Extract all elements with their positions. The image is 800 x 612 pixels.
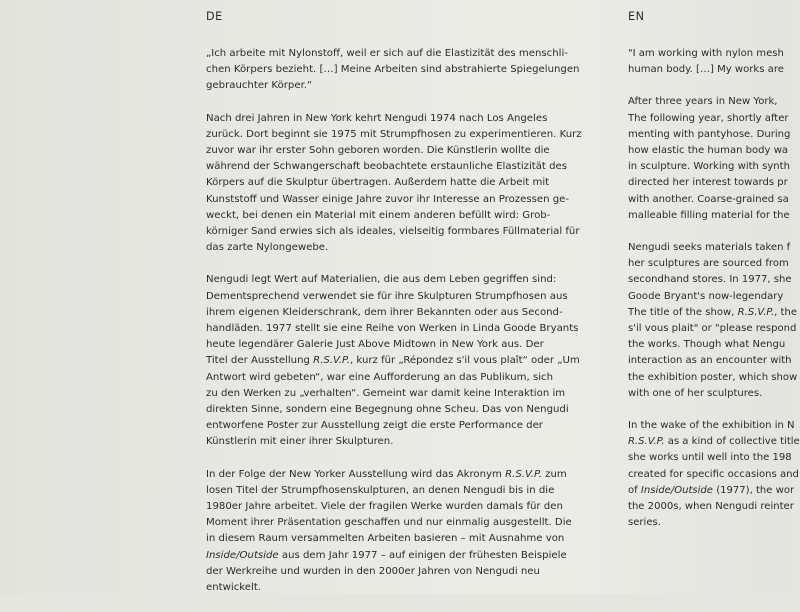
artwork-title: Inside/Outside	[206, 549, 279, 561]
text-line: direkten Sinne, sondern eine Begegnung ohne Scheu. Das von Nengudi	[206, 404, 569, 416]
text-line: „Ich arbeite mit Nylonstoff, weil er sich auf die Elastizität des menschli-	[206, 48, 568, 59]
text-line: körniger Sand erwies sich als ideales, vielseitig formbares Füllmaterial für	[206, 226, 580, 238]
text-line: handläden. 1977 stellt sie eine Reihe von Werken in Linda Goode Bryants	[206, 323, 579, 335]
text-span: aus dem Jahr 1977 – auf einigen der frühesten Beispiele	[278, 549, 567, 561]
text-line: created for specific occasions and	[628, 468, 799, 480]
english-heading: EN	[628, 10, 645, 23]
text-line: 1980er Jahre arbeitet. Viele der fragilen Werke wurden damals für den	[206, 501, 563, 513]
text-line: the 2000s, when Nengudi reinter	[628, 501, 794, 513]
text-span: , the	[774, 306, 798, 318]
text-line: s'il vous plait" or "please respond	[628, 323, 797, 335]
text-line: In the wake of the exhibition in N	[628, 420, 795, 432]
text-line: how elastic the human body wa	[628, 145, 789, 157]
text-line: Dementsprechend verwendet sie für ihre Skulpturen Strumpfhosen aus	[206, 290, 568, 302]
text-line: series.	[628, 517, 661, 529]
text-line: Nengudi seeks materials taken f	[628, 242, 791, 254]
german-quote	[206, 46, 600, 95]
text-line: in sculpture. Working with synth	[628, 161, 790, 173]
text-line: she works until well into the 198	[628, 452, 792, 464]
text-line	[628, 434, 800, 450]
text-line: secondhand stores. In 1977, she	[628, 274, 792, 286]
text-line: der Werkreihe und wurden in den 2000er Jahren von Nengudi neu	[206, 565, 540, 577]
text-span: zum	[541, 468, 567, 480]
text-line: entwickelt.	[206, 582, 262, 594]
text-line	[206, 548, 600, 564]
text-span: (1977), the wor	[713, 484, 795, 496]
text-line: human body. […] My works are	[628, 64, 784, 76]
text-span: The title of the show,	[628, 306, 738, 318]
exhibition-title: R.S.V.P.	[505, 468, 542, 480]
exhibition-title: R.S.V.P.	[313, 355, 350, 367]
artwork-title: Inside/Outside	[640, 484, 713, 496]
text-span: as a kind of collective title	[664, 436, 800, 448]
text-line: zuvor war ihr erster Sohn geboren worden. Die Künstlerin wollte die	[206, 145, 550, 157]
text-line: malleable filling material for the	[628, 209, 790, 221]
text-line: in diesem Raum versammelten Arbeiten basieren – mit Ausnahme von	[206, 533, 565, 545]
text-line: gebrauchter Körper.“	[206, 80, 313, 92]
text-line: interaction as an encounter with	[628, 355, 792, 367]
text-line: Nengudi legt Wert auf Materialien, die aus dem Leben gegriffen sind:	[206, 274, 557, 286]
text-line: Antwort wird gebeten“, war eine Aufforderung an das Publikum, sich	[206, 371, 554, 383]
text-line: the exhibition poster, which show	[628, 371, 798, 383]
text-line: zurück. Dort beginnt sie 1975 mit Strumpfhosen zu experimentieren. Kurz	[206, 128, 582, 140]
german-text-column	[206, 9, 600, 612]
text-line: zu den Werken zu „verhalten“. Gemeint war damit keine Interaktion im	[206, 387, 566, 399]
text-line: menting with pantyhose. During	[628, 128, 791, 140]
text-line: "I am working with nylon mesh	[628, 48, 784, 59]
text-line	[628, 305, 798, 321]
text-line: the works. Though what Nengu	[628, 339, 786, 351]
text-span: In der Folge der New Yorker Ausstellung wird das Akronym	[206, 468, 506, 480]
text-line: während der Schwangerschaft beobachtete erstaunliche Elastizität des	[206, 161, 568, 173]
english-quote	[628, 46, 793, 78]
german-heading: DE	[206, 10, 223, 23]
text-span: of	[628, 484, 641, 496]
text-line	[628, 483, 793, 499]
text-span: Titel der Ausstellung	[206, 355, 314, 367]
exhibition-title: R.S.V.P.	[737, 306, 775, 318]
text-line: The following year, shortly after	[628, 112, 789, 124]
text-line: ihrem eigenen Kleiderschrank, dem ihrer Bekannten oder aus Second-	[206, 306, 563, 318]
text-line: entworfene Poster zur Ausstellung zeigt die erste Performance der	[206, 420, 543, 432]
text-line: Goode Bryant's now-legendary	[628, 290, 784, 302]
text-line: Nach drei Jahren in New York kehrt Nengudi 1974 nach Los Angeles	[206, 112, 548, 124]
text-line: directed her interest towards pr	[628, 177, 788, 189]
english-text-column	[628, 9, 800, 547]
text-line: Kunststoff und Wasser einige Jahre zuvor ihr Interesse an Prozessen ge-	[206, 193, 570, 205]
text-line: losen Titel der Strumpfhosenskulpturen, an denen Nengudi bis in die	[206, 484, 555, 496]
german-paragraph-1	[206, 111, 600, 257]
text-line: Moment ihrer Präsentation geschaffen und nur einmalig ausgestellt. Die	[206, 517, 572, 529]
german-paragraph-3	[206, 467, 600, 597]
text-line: her sculptures are sourced from	[628, 258, 789, 270]
english-paragraph-3	[628, 418, 800, 531]
text-line	[206, 353, 600, 369]
text-line: After three years in New York,	[628, 96, 778, 108]
text-line: heute legendärer Galerie Just Above Midtown in New York aus. Der	[206, 339, 544, 351]
text-line: chen Körpers bezieht. […] Meine Arbeiten sind abstrahierte Spiegelungen	[206, 64, 580, 76]
text-line: Künstlerin mit einer ihrer Skulpturen.	[206, 436, 394, 448]
english-paragraph-1	[628, 94, 793, 224]
text-span: , kurz für „Répondez s'il vous plaît“ oder „Um	[349, 355, 580, 367]
text-line: das zarte Nylongewebe.	[206, 242, 329, 254]
exhibition-title: R.S.V.P.	[628, 436, 665, 448]
english-paragraph-2	[628, 240, 798, 402]
text-line: with another. Coarse-grained sa	[628, 193, 789, 205]
text-line: Körpers auf die Skulptur übertragen. Außerdem hatte die Arbeit mit	[206, 177, 550, 189]
text-line: weckt, bei denen ein Material mit einem anderen befüllt wird: Grob-	[206, 209, 551, 221]
text-line	[206, 467, 600, 483]
text-line: with one of her sculptures.	[628, 387, 763, 399]
german-paragraph-2	[206, 272, 600, 450]
